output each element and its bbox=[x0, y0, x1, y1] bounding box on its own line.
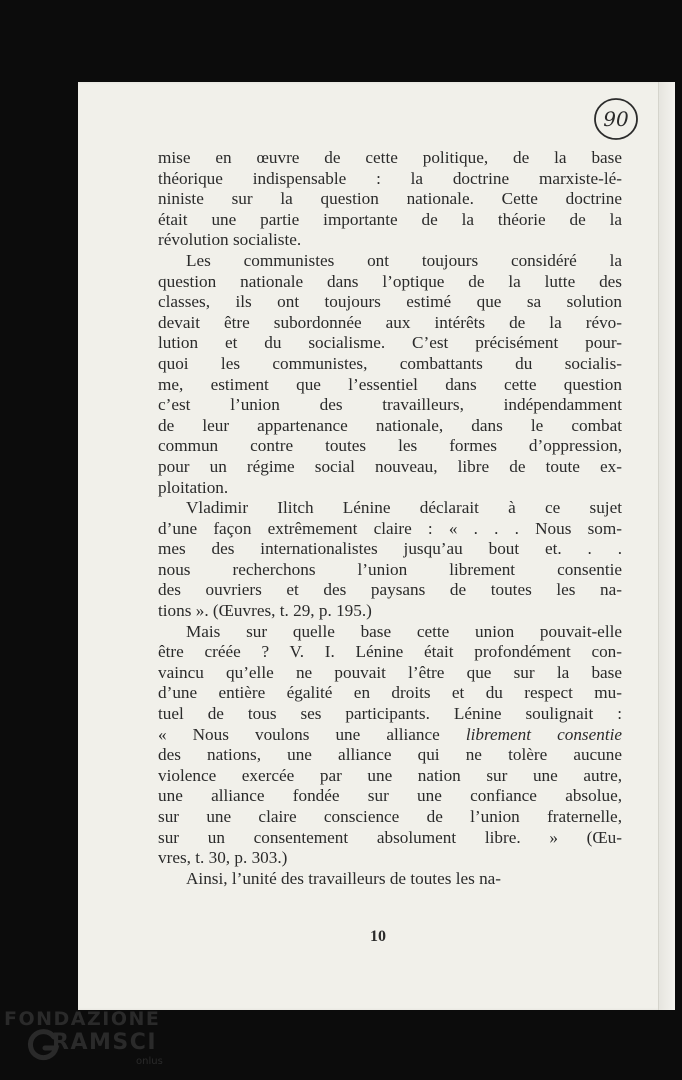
text-line: de leur appartenance nationale, dans le combat bbox=[158, 415, 622, 435]
text-line: lution et du socialisme. C’est précisément pour- bbox=[158, 333, 622, 353]
text-line: vres, t. 30, p. 303.) bbox=[158, 848, 288, 868]
text-line: Les communistes ont toujours considéré la bbox=[186, 250, 622, 270]
margin-annotation-text: 90 bbox=[603, 107, 629, 131]
text-line: niniste sur la question nationale. Cette doctrine bbox=[158, 189, 622, 209]
text-line: nous recherchons l’union librement consentie bbox=[158, 559, 622, 579]
text-line: devait être subordonnée aux intérêts de la révo- bbox=[158, 312, 622, 332]
text-line: Mais sur quelle base cette union pouvait-elle bbox=[186, 621, 622, 641]
text-line: Vladimir Ilitch Lénine déclarait à ce sujet bbox=[186, 498, 622, 518]
text-line: quoi les communistes, combattants du socialis- bbox=[158, 353, 622, 373]
text-line: question nationale dans l’optique de la lutte des bbox=[158, 271, 622, 291]
text-line: des nations, une alliance qui ne tolère aucune bbox=[158, 745, 622, 765]
text-line: vaincu qu’elle ne pouvait l’être que sur la base bbox=[158, 662, 622, 682]
text-line: des ouvriers et des paysans de toutes les na- bbox=[158, 580, 622, 600]
text-line: d’une façon extrêmement claire : « . . . Nous som- bbox=[158, 518, 622, 538]
text-line: sur un consentement absolument libre. » (Œu- bbox=[158, 827, 622, 847]
paragraph bbox=[158, 869, 622, 890]
logo-line1: FONDAZIONE bbox=[4, 1008, 161, 1030]
text-line: violence exercée par une nation sur une autre, bbox=[158, 765, 622, 785]
text-line: classes, ils ont toujours estimé que sa solution bbox=[158, 292, 622, 312]
text-line: pour un régime social nouveau, libre de toute ex- bbox=[158, 456, 622, 476]
text-line: ploitation. bbox=[158, 477, 229, 497]
circled-number-annotation bbox=[592, 95, 640, 143]
text-line: tions ». (Œuvres, t. 29, p. 195.) bbox=[158, 601, 372, 621]
italic-text: librement consentie bbox=[465, 724, 622, 744]
text-line: théorique indispensable : la doctrine marxiste-lé- bbox=[158, 168, 622, 188]
text-line: Ainsi, l’unité des travailleurs de toutes les na- bbox=[186, 868, 502, 888]
text-line: mise en œuvre de cette politique, de la base bbox=[158, 148, 622, 167]
text-line: sur une claire conscience de l’union fraternelle, bbox=[158, 807, 622, 826]
body-text bbox=[158, 148, 622, 889]
text-line: « Nous voulons une alliance librement consentie bbox=[158, 724, 622, 744]
logo-line2: RAMSCI bbox=[52, 1030, 158, 1055]
paragraph bbox=[158, 251, 622, 498]
text-line: mes des internationalistes jusqu’au bout et. . . bbox=[158, 539, 622, 559]
text-line: était une partie importante de la théorie de la bbox=[158, 209, 622, 229]
text-line: commun contre toutes les formes d’oppression, bbox=[158, 436, 622, 456]
text-line: une alliance fondée sur une confiance absolue, bbox=[158, 786, 622, 806]
text-line: c’est l’union des travailleurs, indépendamment bbox=[158, 395, 622, 415]
paragraph bbox=[158, 622, 622, 869]
text-line: être créée ? V. I. Lénine était profondément con- bbox=[158, 642, 622, 662]
text-line: tuel de tous ses participants. Lénine soulignait : bbox=[158, 704, 622, 724]
page-edge bbox=[658, 82, 675, 1010]
fondazione-gramsci-logo bbox=[4, 1008, 174, 1076]
margin-annotation bbox=[592, 95, 640, 143]
text-line: me, estiment que l’essentiel dans cette question bbox=[158, 374, 622, 394]
paragraph bbox=[158, 148, 622, 251]
logo-onlus: onlus bbox=[136, 1056, 163, 1067]
paragraph bbox=[158, 498, 622, 622]
page-number: 10 bbox=[370, 928, 386, 945]
text-line: d’une entière égalité en droits et du respect mu- bbox=[158, 683, 622, 703]
text-line: révolution socialiste. bbox=[158, 230, 302, 250]
